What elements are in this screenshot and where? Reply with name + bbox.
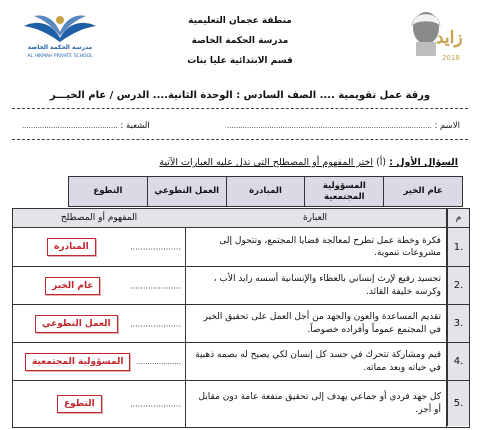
zayed-logo [402,2,474,72]
logo-year: 2018 [442,54,460,62]
school-logo [14,8,106,66]
zone-title: منطقة عجمان التعليمية [188,16,292,26]
row-number: 1. [447,228,469,266]
header-statement: العبارة [184,209,446,227]
answer-dots: .................... [130,281,181,290]
word-bank-item: عام الخير [383,177,462,206]
answer-dots: .................... [130,399,181,408]
answer-cell[interactable] [13,228,185,266]
school-name: مدرسة الحكمة الخاصة [191,36,289,46]
row-statement: كل جهد فردي أو جماعي يهدف إلى تحقيق منفعة عامة دون مقابل أو أجر. [198,392,441,415]
worksheet-title: ورقة عمل تقويمية .... الصف السادس : الوحدة الثانية.... الدرس / عام الخيـــر [49,90,431,101]
table-row [13,343,469,381]
question-label: السؤال الأول : [389,157,458,168]
section-label: الشعبة : [120,121,150,131]
row-number: 3. [447,305,469,342]
section-field[interactable] [22,121,150,131]
row-statement: تقديم المساعدة والعون والجهد من أجل العمل على تحقيق الخير في المجتمع عموماً وأفراده خصوصاً. [203,312,441,335]
answer-dots: .................... [130,319,181,328]
row-statement: فكرة وخطة عمل تطرح لمعالجة قضايا المجتمع، وتتحول إلى مشروعات تنموية. [219,235,441,258]
word-bank-item: المبادرة [226,177,305,206]
name-field[interactable] [227,121,460,131]
answer-label: العمل التطوعي [35,315,118,333]
row-number: 2. [447,267,469,304]
table-row [13,267,469,305]
header-answer: المفهوم أو المصطلح [13,209,185,227]
table-header [13,209,469,228]
answer-dots: .................... [130,242,181,252]
answer-dots: .................... [136,357,181,366]
header-num: م [447,209,469,227]
table-row [13,381,469,426]
answer-cell[interactable] [13,267,185,304]
answer-label: التطوع [57,395,102,413]
logo-text-ar: مدرسة الحكمة الخاصة [27,44,93,51]
row-number: 4. [447,343,469,380]
answer-table [12,208,470,428]
answer-cell[interactable] [13,343,185,380]
answer-cell[interactable] [13,305,185,342]
name-dots: ............................................................................................ [227,122,432,130]
fields-divider [12,139,468,140]
title-divider [12,108,468,109]
table-row [13,305,469,343]
answer-label: المبادرة [47,238,96,256]
row-number: 5. [447,381,469,426]
question-one [159,157,458,168]
answer-label: عام الخير [45,277,100,295]
section-name: قسم الابتدائية عليا بنات [187,56,293,66]
answer-cell[interactable] [13,381,185,426]
table-row [13,228,469,267]
logo-text-en: AL HIKMAH PRIVATE SCHOOL [27,54,93,59]
row-statement: تجسيد رفيع لإرث إنساني بالعطاء والإنسانية أسسه زايد الأب ، وكرسه خليفة القائد. [213,274,441,297]
word-bank-item: المسؤولية المجتمعية [304,177,383,206]
question-instruction: اختر المفهوم أو المصطلح التي تدل عليه العبارات الآتية [159,157,374,168]
word-bank-item: العمل التطوعي [147,177,226,206]
logo-zayed-text: زايد [436,28,463,48]
answer-label: المسؤولية المجتمعية [25,353,130,371]
section-dots: ........................................... [22,122,118,130]
row-statement: قيم ومشاركة تتحرك في جسد كل إنسان لكي يصبح له بصمه ذهبية في حياته وبعد مماته. [195,350,441,373]
word-bank-item: التطوع [69,177,147,206]
question-number: (أ) [376,157,387,168]
word-bank [68,176,463,207]
name-label: الاسم : [434,121,460,131]
